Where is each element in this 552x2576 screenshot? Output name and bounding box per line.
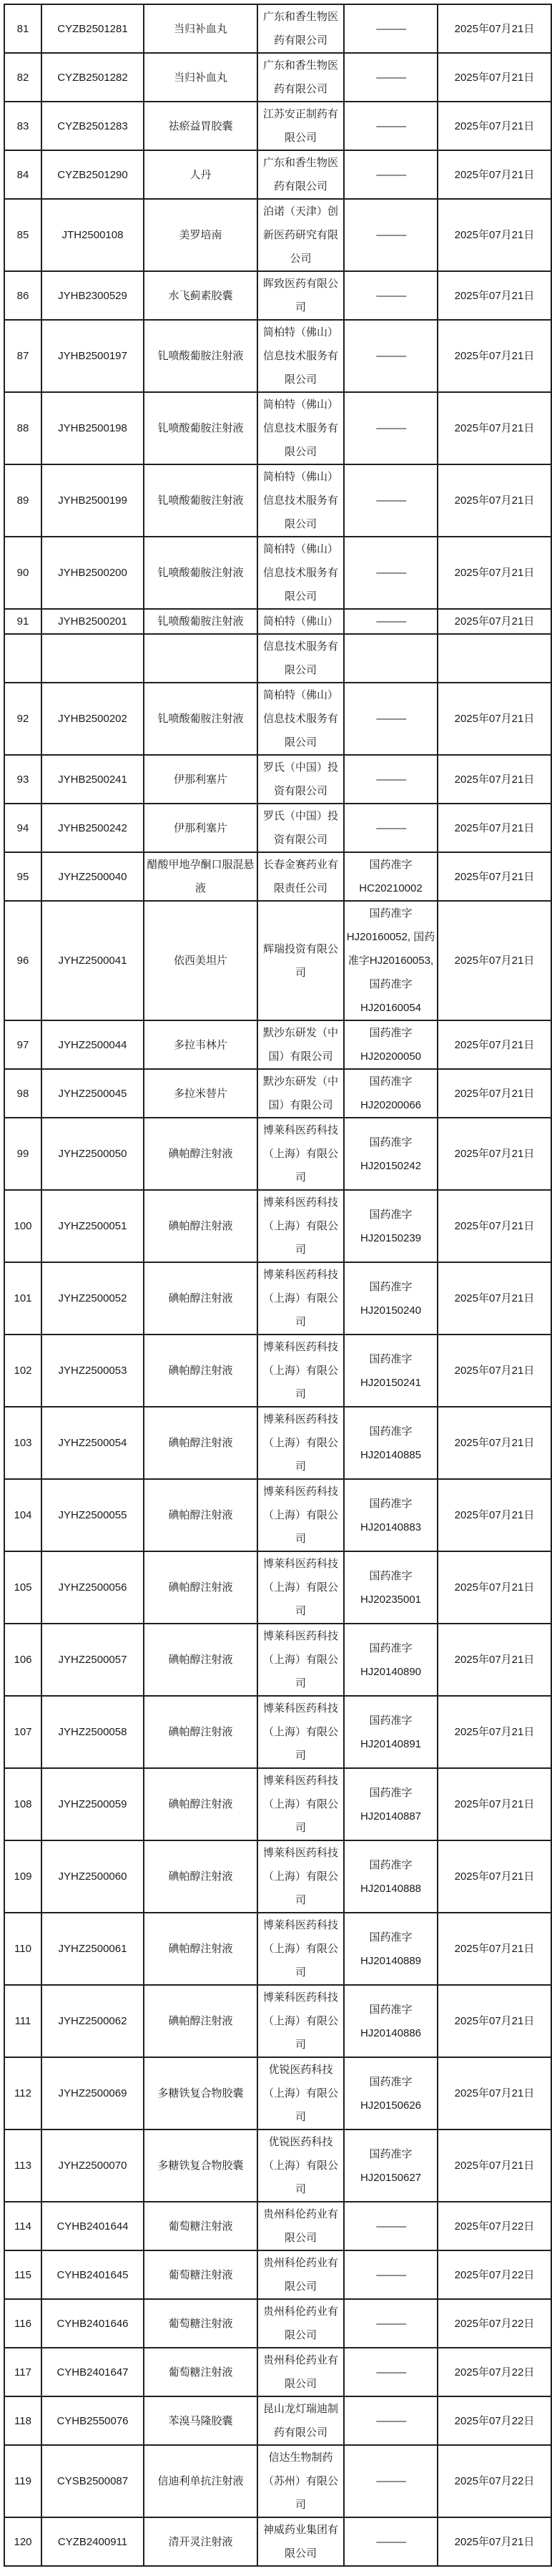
- cell-acceptance-no: JYHB2300529: [41, 271, 144, 320]
- cell-company: 信达生物制药（苏州）有限公司: [257, 2445, 344, 2517]
- cell-drug-name: 碘帕醇注射液: [144, 1190, 257, 1262]
- cell-drug-name: 多糖铁复合物胶囊: [144, 2129, 257, 2202]
- cell-acceptance-no: CYZB2501283: [41, 102, 144, 150]
- cell-drug-name: 祛瘀益胃胶囊: [144, 102, 257, 150]
- cell-approval-no: ———: [344, 199, 438, 271]
- cell-date: [438, 634, 551, 683]
- cell-company: 博莱科医药科技（上海）有限公司: [257, 1407, 344, 1479]
- cell-company: 默沙东研发（中国）有限公司: [257, 1069, 344, 1118]
- cell-approval-no: ———: [344, 2348, 438, 2396]
- table-row: [4, 1262, 551, 1335]
- cell-seq: 98: [4, 1069, 41, 1118]
- cell-approval-no: 国药准字HJ20160052, 国药准字HJ20160053, 国药准字HJ20160054: [344, 901, 438, 1020]
- cell-drug-name: 信迪利单抗注射液: [144, 2445, 257, 2517]
- table-row: [4, 1913, 551, 1985]
- cell-seq: 119: [4, 2445, 41, 2517]
- table-row: [4, 2299, 551, 2348]
- cell-drug-name: 碘帕醇注射液: [144, 1335, 257, 1407]
- table-row: [4, 150, 551, 199]
- cell-date: 2025年07月22日: [438, 2348, 551, 2396]
- cell-company: 泊诺（天津）创新医药研究有限公司: [257, 199, 344, 271]
- cell-acceptance-no: JYHZ2500040: [41, 852, 144, 901]
- cell-date: 2025年07月21日: [438, 1913, 551, 1985]
- cell-drug-name: 碘帕醇注射液: [144, 1407, 257, 1479]
- cell-acceptance-no: JYHZ2500062: [41, 1985, 144, 2057]
- cell-seq: 87: [4, 320, 41, 392]
- table-row: [4, 102, 551, 150]
- cell-acceptance-no: JYHB2500242: [41, 804, 144, 852]
- cell-company: 简柏特（佛山）: [257, 609, 344, 634]
- cell-date: 2025年07月21日: [438, 392, 551, 464]
- cell-approval-no: ———: [344, 804, 438, 852]
- cell-acceptance-no: JYHZ2500052: [41, 1262, 144, 1335]
- table-row: [4, 1696, 551, 1768]
- cell-approval-no: ———: [344, 271, 438, 320]
- cell-date: 2025年07月22日: [438, 2396, 551, 2445]
- cell-acceptance-no: JYHZ2500058: [41, 1696, 144, 1768]
- cell-approval-no: 国药准字HJ20150627: [344, 2129, 438, 2202]
- cell-seq: 94: [4, 804, 41, 852]
- cell-drug-name: 碘帕醇注射液: [144, 1118, 257, 1190]
- cell-drug-name: 伊那利塞片: [144, 804, 257, 852]
- cell-drug-name: 葡萄糖注射液: [144, 2202, 257, 2250]
- cell-approval-no: 国药准字HJ20140890: [344, 1624, 438, 1696]
- cell-company: 江苏安正制药有限公司: [257, 102, 344, 150]
- cell-date: 2025年07月21日: [438, 464, 551, 537]
- cell-acceptance-no: JYHZ2500069: [41, 2057, 144, 2129]
- cell-company: 优锐医药科技（上海）有限公司: [257, 2057, 344, 2129]
- cell-seq: 116: [4, 2299, 41, 2348]
- cell-date: 2025年07月21日: [438, 609, 551, 634]
- cell-seq: 120: [4, 2517, 41, 2566]
- cell-approval-no: 国药准字HJ20200050: [344, 1020, 438, 1069]
- cell-drug-name: 葡萄糖注射液: [144, 2250, 257, 2299]
- cell-acceptance-no: JYHB2500241: [41, 755, 144, 804]
- cell-seq: 96: [4, 901, 41, 1020]
- cell-date: 2025年07月21日: [438, 852, 551, 901]
- cell-company: 博莱科医药科技（上海）有限公司: [257, 1913, 344, 1985]
- table-row: [4, 2517, 551, 2566]
- cell-date: 2025年07月21日: [438, 271, 551, 320]
- table-row: [4, 1407, 551, 1479]
- cell-date: 2025年07月21日: [438, 53, 551, 102]
- table-row: [4, 2129, 551, 2202]
- cell-acceptance-no: JYHZ2500044: [41, 1020, 144, 1069]
- cell-drug-name: 美罗培南: [144, 199, 257, 271]
- cell-date: 2025年07月22日: [438, 2445, 551, 2517]
- cell-seq: 102: [4, 1335, 41, 1407]
- cell-seq: 97: [4, 1020, 41, 1069]
- table-row: [4, 901, 551, 1020]
- cell-date: 2025年07月21日: [438, 1479, 551, 1551]
- cell-date: 2025年07月21日: [438, 1118, 551, 1190]
- cell-company: 博莱科医药科技（上海）有限公司: [257, 1768, 344, 1840]
- cell-seq: 95: [4, 852, 41, 901]
- cell-approval-no: ———: [344, 755, 438, 804]
- table-row: [4, 2202, 551, 2250]
- cell-date: 2025年07月21日: [438, 199, 551, 271]
- cell-drug-name: 钆喷酸葡胺注射液: [144, 464, 257, 537]
- cell-company: 简柏特（佛山）信息技术服务有限公司: [257, 320, 344, 392]
- cell-approval-no: ———: [344, 2517, 438, 2566]
- table-row: [4, 1020, 551, 1069]
- cell-acceptance-no: JYHB2500199: [41, 464, 144, 537]
- cell-drug-name: 碘帕醇注射液: [144, 1551, 257, 1624]
- cell-seq: 88: [4, 392, 41, 464]
- cell-drug-name: 当归补血丸: [144, 53, 257, 102]
- cell-drug-name: 醋酸甲地孕酮口服混悬液: [144, 852, 257, 901]
- cell-approval-no: 国药准字HJ20140889: [344, 1913, 438, 1985]
- cell-date: 2025年07月21日: [438, 150, 551, 199]
- cell-acceptance-no: JYHZ2500059: [41, 1768, 144, 1840]
- cell-acceptance-no: CYHB2401645: [41, 2250, 144, 2299]
- table-row: [4, 1335, 551, 1407]
- cell-seq: 91: [4, 609, 41, 634]
- cell-seq: 81: [4, 4, 41, 53]
- cell-approval-no: 国药准字HJ20140886: [344, 1985, 438, 2057]
- cell-approval-no: ———: [344, 2396, 438, 2445]
- cell-acceptance-no: JYHZ2500055: [41, 1479, 144, 1551]
- cell-seq: 111: [4, 1985, 41, 2057]
- cell-drug-name: 葡萄糖注射液: [144, 2348, 257, 2396]
- cell-seq: 99: [4, 1118, 41, 1190]
- cell-company: 晖致医药有限公司: [257, 271, 344, 320]
- cell-drug-name: 钆喷酸葡胺注射液: [144, 320, 257, 392]
- cell-approval-no: 国药准字HJ20150242: [344, 1118, 438, 1190]
- cell-approval-no: ———: [344, 150, 438, 199]
- cell-approval-no: [344, 634, 438, 683]
- cell-date: 2025年07月21日: [438, 1262, 551, 1335]
- cell-date: 2025年07月22日: [438, 2250, 551, 2299]
- cell-seq: 83: [4, 102, 41, 150]
- cell-acceptance-no: JYHZ2500060: [41, 1840, 144, 1913]
- table-row: [4, 271, 551, 320]
- cell-company: 贵州科伦药业有限公司: [257, 2299, 344, 2348]
- cell-approval-no: ———: [344, 2445, 438, 2517]
- cell-drug-name: 清开灵注射液: [144, 2517, 257, 2566]
- cell-company: 默沙东研发（中国）有限公司: [257, 1020, 344, 1069]
- cell-seq: 103: [4, 1407, 41, 1479]
- table-row: [4, 1768, 551, 1840]
- cell-approval-no: ———: [344, 2202, 438, 2250]
- table-row: [4, 464, 551, 537]
- cell-acceptance-no: CYHB2401644: [41, 2202, 144, 2250]
- cell-approval-no: ———: [344, 683, 438, 755]
- cell-seq: 101: [4, 1262, 41, 1335]
- cell-drug-name: 碘帕醇注射液: [144, 1913, 257, 1985]
- cell-drug-name: 依西美坦片: [144, 901, 257, 1020]
- table-row: [4, 1190, 551, 1262]
- cell-approval-no: ———: [344, 53, 438, 102]
- table-row: [4, 392, 551, 464]
- cell-seq: 89: [4, 464, 41, 537]
- table-row: [4, 1118, 551, 1190]
- table-row: [4, 2445, 551, 2517]
- cell-date: 2025年07月21日: [438, 1624, 551, 1696]
- table-row: [4, 852, 551, 901]
- cell-drug-name: 碘帕醇注射液: [144, 1840, 257, 1913]
- cell-acceptance-no: CYHB2401646: [41, 2299, 144, 2348]
- cell-seq: 105: [4, 1551, 41, 1624]
- cell-acceptance-no: CYHB2550076: [41, 2396, 144, 2445]
- table-row: [4, 1479, 551, 1551]
- cell-drug-name: 碘帕醇注射液: [144, 1985, 257, 2057]
- table-row: [4, 1069, 551, 1118]
- cell-seq: 106: [4, 1624, 41, 1696]
- table-row: [4, 1624, 551, 1696]
- cell-company: 博莱科医药科技（上海）有限公司: [257, 1551, 344, 1624]
- cell-date: 2025年07月21日: [438, 1551, 551, 1624]
- cell-acceptance-no: CYSB2500087: [41, 2445, 144, 2517]
- cell-company: 神威药业集团有限公司: [257, 2517, 344, 2566]
- cell-drug-name: 葡萄糖注射液: [144, 2299, 257, 2348]
- cell-approval-no: ———: [344, 2299, 438, 2348]
- cell-drug-name: 伊那利塞片: [144, 755, 257, 804]
- cell-seq: 84: [4, 150, 41, 199]
- table-row: [4, 804, 551, 852]
- cell-drug-name: 苯溴马隆胶囊: [144, 2396, 257, 2445]
- cell-approval-no: 国药准字HJ20140887: [344, 1768, 438, 1840]
- cell-seq: 104: [4, 1479, 41, 1551]
- table-row: [4, 537, 551, 609]
- cell-drug-name: 钆喷酸葡胺注射液: [144, 683, 257, 755]
- table-row: [4, 320, 551, 392]
- cell-company: 长春金赛药业有限责任公司: [257, 852, 344, 901]
- cell-seq: 117: [4, 2348, 41, 2396]
- cell-drug-name: 碘帕醇注射液: [144, 1479, 257, 1551]
- cell-acceptance-no: CYZB2400911: [41, 2517, 144, 2566]
- cell-acceptance-no: CYZB2501282: [41, 53, 144, 102]
- cell-company: 简柏特（佛山）信息技术服务有限公司: [257, 464, 344, 537]
- cell-company: 博莱科医药科技（上海）有限公司: [257, 1335, 344, 1407]
- cell-company: 广东和香生物医药有限公司: [257, 53, 344, 102]
- cell-date: 2025年07月21日: [438, 1407, 551, 1479]
- cell-company: 博莱科医药科技（上海）有限公司: [257, 1696, 344, 1768]
- cell-seq: 113: [4, 2129, 41, 2202]
- cell-company: 贵州科伦药业有限公司: [257, 2250, 344, 2299]
- cell-approval-no: ———: [344, 609, 438, 634]
- cell-acceptance-no: JYHB2500200: [41, 537, 144, 609]
- cell-company: 博莱科医药科技（上海）有限公司: [257, 1624, 344, 1696]
- cell-date: 2025年07月21日: [438, 1020, 551, 1069]
- cell-drug-name: 当归补血丸: [144, 4, 257, 53]
- cell-date: 2025年07月21日: [438, 683, 551, 755]
- cell-acceptance-no: JYHZ2500041: [41, 901, 144, 1020]
- cell-seq: 110: [4, 1913, 41, 1985]
- cell-company: 辉瑞投资有限公司: [257, 901, 344, 1020]
- cell-date: 2025年07月21日: [438, 2517, 551, 2566]
- table-row: [4, 1985, 551, 2057]
- cell-approval-no: 国药准字HJ20200066: [344, 1069, 438, 1118]
- cell-acceptance-no: JYHZ2500050: [41, 1118, 144, 1190]
- cell-company: 优锐医药科技（上海）有限公司: [257, 2129, 344, 2202]
- cell-approval-no: 国药准字HJ20140885: [344, 1407, 438, 1479]
- cell-company: 博莱科医药科技（上海）有限公司: [257, 1840, 344, 1913]
- cell-drug-name: 碘帕醇注射液: [144, 1696, 257, 1768]
- table-row: [4, 683, 551, 755]
- cell-approval-no: ———: [344, 464, 438, 537]
- table-row: [4, 1551, 551, 1624]
- cell-seq: 90: [4, 537, 41, 609]
- cell-date: 2025年07月21日: [438, 102, 551, 150]
- cell-approval-no: ———: [344, 4, 438, 53]
- cell-acceptance-no: JYHB2500201: [41, 609, 144, 634]
- cell-seq: 114: [4, 2202, 41, 2250]
- cell-date: 2025年07月21日: [438, 901, 551, 1020]
- cell-acceptance-no: JYHZ2500054: [41, 1407, 144, 1479]
- cell-seq: 108: [4, 1768, 41, 1840]
- cell-date: 2025年07月21日: [438, 1335, 551, 1407]
- table-row: [4, 2057, 551, 2129]
- cell-acceptance-no: JYHZ2500061: [41, 1913, 144, 1985]
- cell-acceptance-no: JYHB2500202: [41, 683, 144, 755]
- cell-date: 2025年07月21日: [438, 1768, 551, 1840]
- cell-company: 博莱科医药科技（上海）有限公司: [257, 1479, 344, 1551]
- cell-drug-name: 多糖铁复合物胶囊: [144, 2057, 257, 2129]
- cell-seq: 100: [4, 1190, 41, 1262]
- cell-drug-name: 多拉韦林片: [144, 1020, 257, 1069]
- cell-acceptance-no: JYHB2500197: [41, 320, 144, 392]
- cell-seq: [4, 634, 41, 683]
- cell-date: 2025年07月21日: [438, 320, 551, 392]
- cell-approval-no: 国药准字HJ20140883: [344, 1479, 438, 1551]
- table-row: [4, 199, 551, 271]
- cell-drug-name: 人丹: [144, 150, 257, 199]
- cell-drug-name: 水飞蓟素胶囊: [144, 271, 257, 320]
- cell-approval-no: ———: [344, 102, 438, 150]
- table-row: [4, 2396, 551, 2445]
- cell-date: 2025年07月21日: [438, 804, 551, 852]
- cell-company: 简柏特（佛山）信息技术服务有限公司: [257, 392, 344, 464]
- cell-date: 2025年07月21日: [438, 4, 551, 53]
- cell-drug-name: 碘帕醇注射液: [144, 1262, 257, 1335]
- cell-seq: 85: [4, 199, 41, 271]
- cell-drug-name: [144, 634, 257, 683]
- cell-date: 2025年07月21日: [438, 1985, 551, 2057]
- cell-approval-no: ———: [344, 537, 438, 609]
- cell-seq: 92: [4, 683, 41, 755]
- cell-company: 广东和香生物医药有限公司: [257, 4, 344, 53]
- cell-acceptance-no: JYHZ2500045: [41, 1069, 144, 1118]
- cell-company: 罗氏（中国）投资有限公司: [257, 755, 344, 804]
- cell-company: 博莱科医药科技（上海）有限公司: [257, 1190, 344, 1262]
- cell-approval-no: 国药准字HJ20150241: [344, 1335, 438, 1407]
- cell-date: 2025年07月22日: [438, 2202, 551, 2250]
- cell-seq: 118: [4, 2396, 41, 2445]
- cell-company: 博莱科医药科技（上海）有限公司: [257, 1985, 344, 2057]
- cell-company: 博莱科医药科技（上海）有限公司: [257, 1262, 344, 1335]
- cell-seq: 82: [4, 53, 41, 102]
- cell-acceptance-no: [41, 634, 144, 683]
- cell-company: 简柏特（佛山）信息技术服务有限公司: [257, 683, 344, 755]
- cell-date: 2025年07月21日: [438, 2129, 551, 2202]
- cell-approval-no: 国药准字HC20210002: [344, 852, 438, 901]
- cell-drug-name: 钆喷酸葡胺注射液: [144, 609, 257, 634]
- table-row: [4, 755, 551, 804]
- cell-date: 2025年07月21日: [438, 2057, 551, 2129]
- cell-company: 贵州科伦药业有限公司: [257, 2202, 344, 2250]
- table-body: [4, 4, 551, 2566]
- table-row: [4, 2348, 551, 2396]
- cell-seq: 107: [4, 1696, 41, 1768]
- cell-approval-no: ———: [344, 320, 438, 392]
- cell-drug-name: 钆喷酸葡胺注射液: [144, 537, 257, 609]
- cell-seq: 109: [4, 1840, 41, 1913]
- table-row: [4, 2250, 551, 2299]
- cell-date: 2025年07月22日: [438, 2299, 551, 2348]
- cell-seq: 93: [4, 755, 41, 804]
- cell-company: 贵州科伦药业有限公司: [257, 2348, 344, 2396]
- cell-seq: 86: [4, 271, 41, 320]
- cell-approval-no: 国药准字HJ20140888: [344, 1840, 438, 1913]
- cell-date: 2025年07月21日: [438, 1069, 551, 1118]
- cell-date: 2025年07月21日: [438, 1696, 551, 1768]
- cell-approval-no: 国药准字HJ20140891: [344, 1696, 438, 1768]
- cell-acceptance-no: JYHZ2500070: [41, 2129, 144, 2202]
- cell-acceptance-no: CYZB2501290: [41, 150, 144, 199]
- cell-approval-no: ———: [344, 2250, 438, 2299]
- cell-approval-no: 国药准字HJ20235001: [344, 1551, 438, 1624]
- cell-acceptance-no: CYZB2501281: [41, 4, 144, 53]
- cell-date: 2025年07月21日: [438, 755, 551, 804]
- cell-approval-no: 国药准字HJ20150239: [344, 1190, 438, 1262]
- cell-company: 信息技术服务有限公司: [257, 634, 344, 683]
- cell-acceptance-no: JYHB2500198: [41, 392, 144, 464]
- table-row: [4, 1840, 551, 1913]
- cell-seq: 115: [4, 2250, 41, 2299]
- cell-company: 广东和香生物医药有限公司: [257, 150, 344, 199]
- cell-drug-name: 碘帕醇注射液: [144, 1624, 257, 1696]
- table-row: [4, 4, 551, 53]
- cell-drug-name: 碘帕醇注射液: [144, 1768, 257, 1840]
- cell-drug-name: 钆喷酸葡胺注射液: [144, 392, 257, 464]
- table-row: [4, 53, 551, 102]
- table-row: [4, 609, 551, 634]
- cell-seq: 112: [4, 2057, 41, 2129]
- cell-company: 简柏特（佛山）信息技术服务有限公司: [257, 537, 344, 609]
- cell-approval-no: 国药准字HJ20150626: [344, 2057, 438, 2129]
- cell-acceptance-no: JTH2500108: [41, 199, 144, 271]
- table-row-continuation: [4, 634, 551, 683]
- cell-company: 博莱科医药科技（上海）有限公司: [257, 1118, 344, 1190]
- cell-date: 2025年07月21日: [438, 537, 551, 609]
- cell-acceptance-no: JYHZ2500057: [41, 1624, 144, 1696]
- cell-company: 罗氏（中国）投资有限公司: [257, 804, 344, 852]
- cell-drug-name: 多拉米替片: [144, 1069, 257, 1118]
- cell-date: 2025年07月21日: [438, 1840, 551, 1913]
- cell-approval-no: 国药准字HJ20150240: [344, 1262, 438, 1335]
- cell-date: 2025年07月21日: [438, 1190, 551, 1262]
- cell-acceptance-no: JYHZ2500053: [41, 1335, 144, 1407]
- cell-company: 昆山龙灯瑞迪制药有限公司: [257, 2396, 344, 2445]
- cell-approval-no: ———: [344, 392, 438, 464]
- cell-acceptance-no: CYHB2401647: [41, 2348, 144, 2396]
- cell-acceptance-no: JYHZ2500051: [41, 1190, 144, 1262]
- cell-acceptance-no: JYHZ2500056: [41, 1551, 144, 1624]
- drug-approval-table: [4, 4, 552, 2567]
